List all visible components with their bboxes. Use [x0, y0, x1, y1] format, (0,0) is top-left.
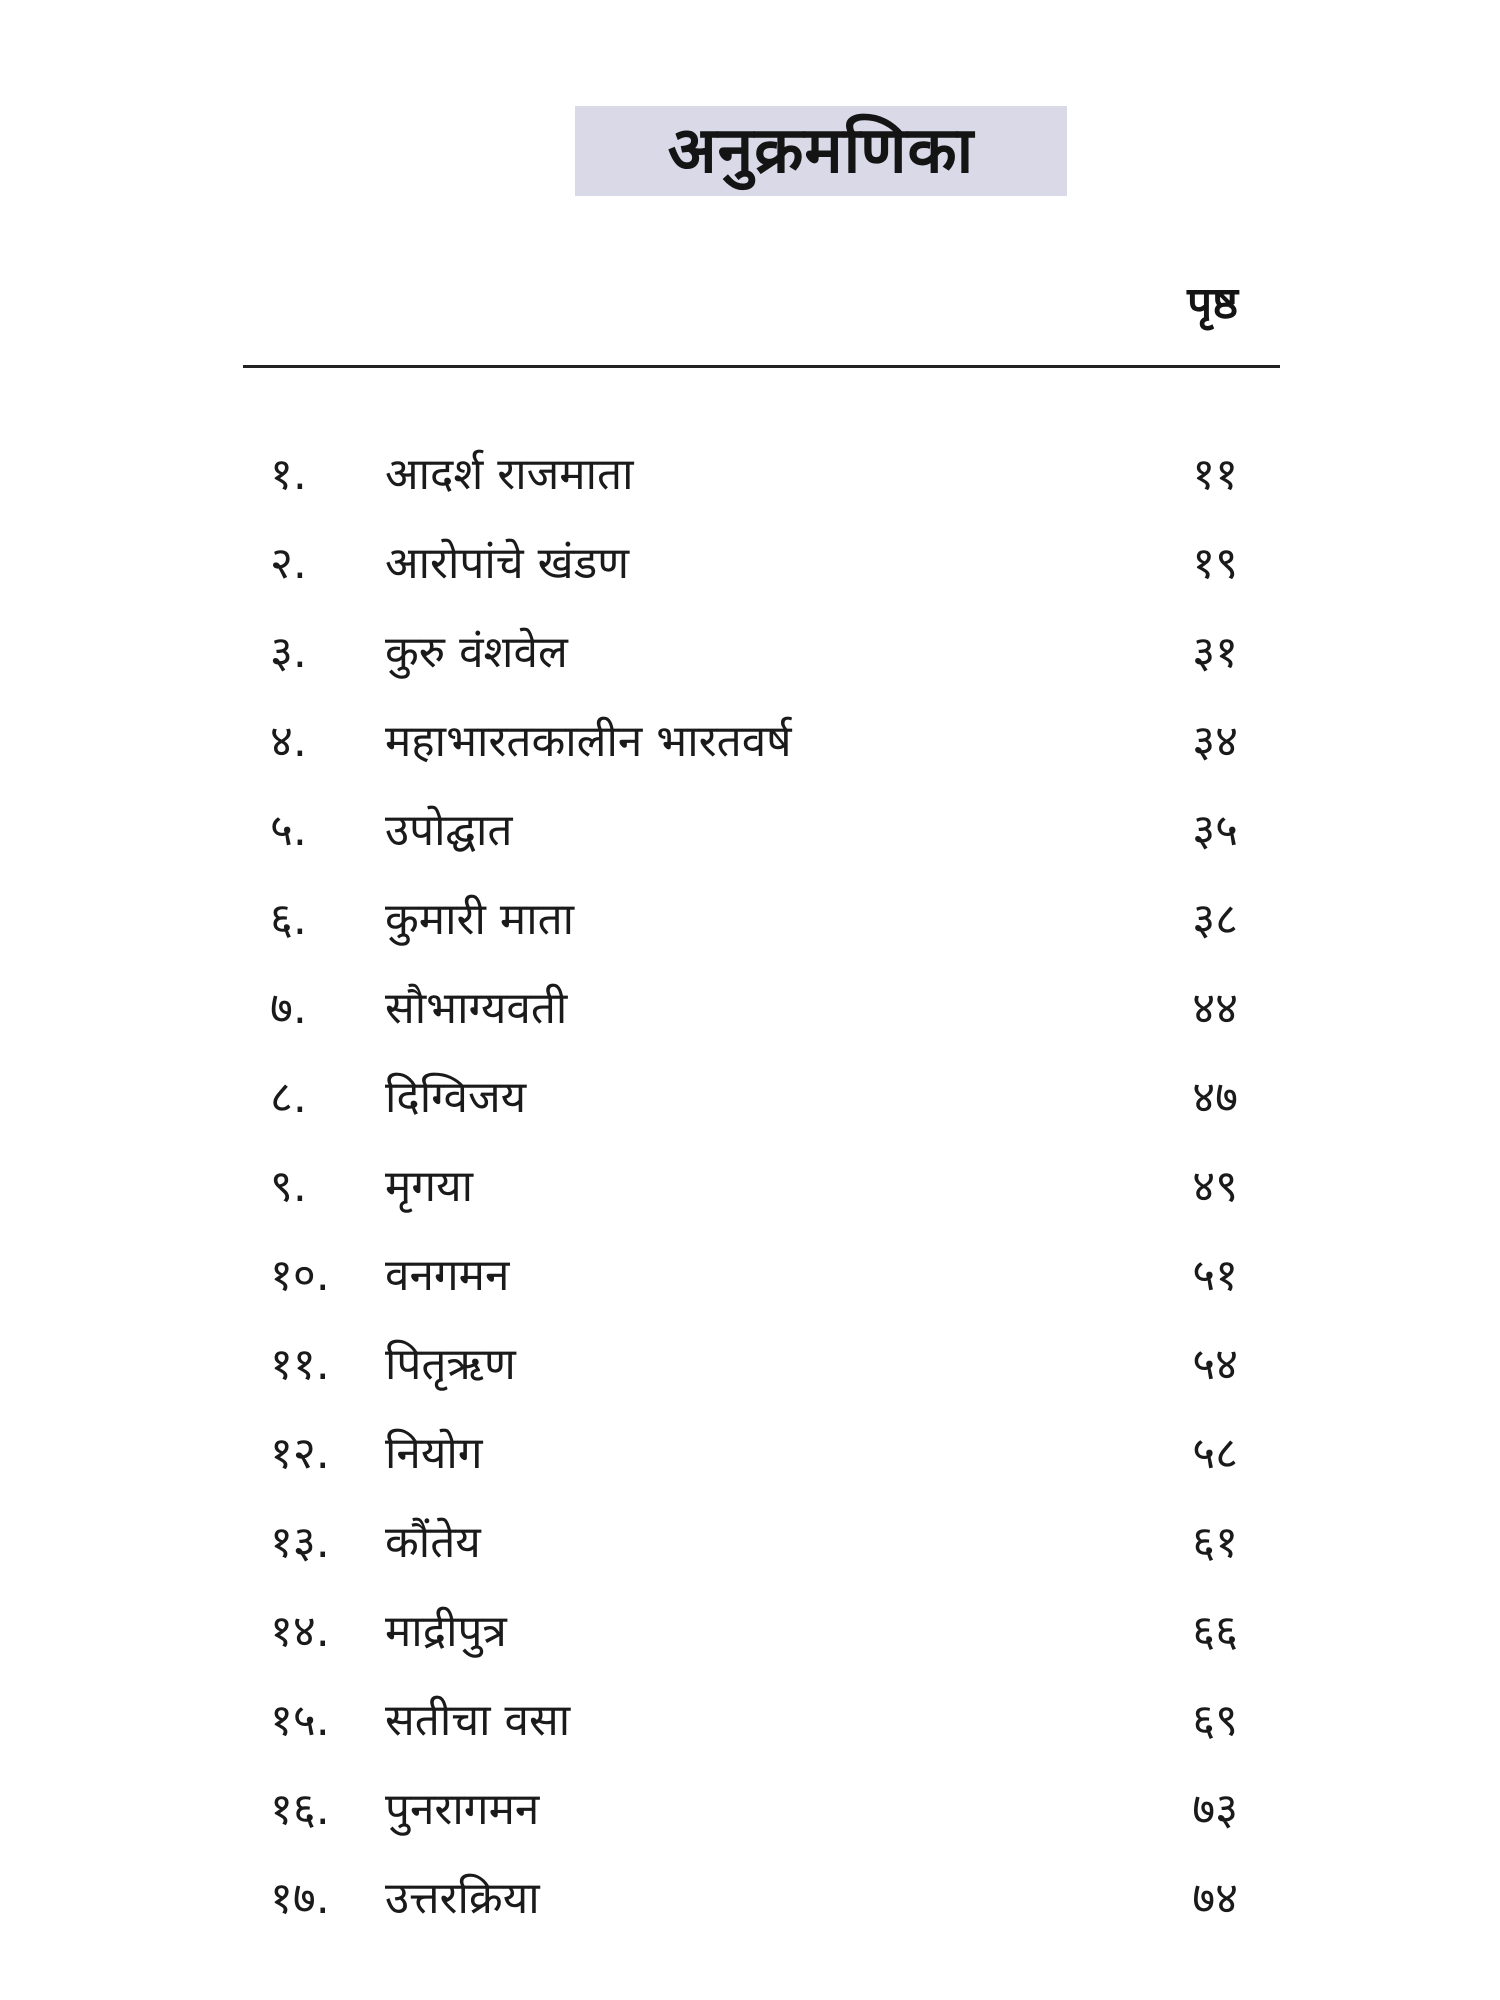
toc-entry-number: ७. — [270, 983, 307, 1034]
toc-entry — [0, 440, 1500, 529]
toc-entry-number: ९. — [270, 1161, 307, 1212]
toc-entry — [0, 1864, 1500, 1953]
toc-entry — [0, 1775, 1500, 1864]
title-banner — [575, 106, 1067, 196]
toc-entry-page: ७३ — [1192, 1784, 1238, 1835]
toc-entry-page: ७४ — [1192, 1873, 1238, 1924]
toc-entry — [0, 1686, 1500, 1775]
toc-entry-page: ४७ — [1192, 1072, 1238, 1123]
toc-entry-number: १५. — [270, 1695, 330, 1746]
toc-entry — [0, 529, 1500, 618]
toc-entry-number: ६. — [270, 894, 307, 945]
toc-entry-page: ३५ — [1192, 805, 1238, 856]
toc-entry-title: आरोपांचे खंडण — [385, 538, 630, 589]
toc-entry-title: उत्तरक्रिया — [385, 1873, 540, 1924]
toc-entry-page: ६१ — [1192, 1517, 1238, 1568]
toc-entry-title: पुनरागमन — [385, 1784, 540, 1835]
toc-entry — [0, 974, 1500, 1063]
toc-entry-number: ५. — [270, 805, 307, 856]
toc-entry-page: ३४ — [1192, 716, 1238, 767]
toc-entry-title: वनगमन — [385, 1250, 510, 1301]
toc-entry-title: आदर्श राजमाता — [385, 449, 634, 500]
toc-entry — [0, 1152, 1500, 1241]
toc-entry-page: ३१ — [1192, 627, 1238, 678]
toc-entry-number: ११. — [270, 1339, 330, 1390]
toc-entry-title: माद्रीपुत्र — [385, 1606, 507, 1657]
toc-entry-title: महाभारतकालीन भारतवर्ष — [385, 716, 792, 767]
toc-entry-title: पितृऋण — [385, 1339, 516, 1390]
toc-entry — [0, 885, 1500, 974]
toc-entry-title: सौभाग्यवती — [385, 983, 568, 1034]
toc-entry-title: दिग्विजय — [385, 1072, 527, 1123]
toc-entry — [0, 1597, 1500, 1686]
toc-entry-number: १६. — [270, 1784, 330, 1835]
toc-entry-title: कुमारी माता — [385, 894, 575, 945]
toc-entry-page: ६९ — [1192, 1695, 1238, 1746]
toc-entry — [0, 1241, 1500, 1330]
header-divider — [243, 365, 1280, 368]
toc-entry — [0, 1508, 1500, 1597]
toc-entry — [0, 796, 1500, 885]
toc-entry-page: ४४ — [1192, 983, 1238, 1034]
toc-entry-number: १. — [270, 449, 307, 500]
toc-entry-number: ४. — [270, 716, 307, 767]
toc-entry-number: ८. — [270, 1072, 307, 1123]
toc-entry-page: ५४ — [1192, 1339, 1238, 1390]
toc-entry — [0, 1419, 1500, 1508]
toc-entry-page: ११ — [1192, 449, 1238, 500]
toc-list — [0, 440, 1500, 1953]
toc-entry-page: ४९ — [1192, 1161, 1238, 1212]
toc-entry-number: १२. — [270, 1428, 330, 1479]
toc-entry-number: २. — [270, 538, 307, 589]
toc-entry-number: १३. — [270, 1517, 330, 1568]
toc-entry-title: कुरु वंशवेल — [385, 627, 568, 678]
toc-entry-title: नियोग — [385, 1428, 483, 1479]
page-column-heading: पृष्ठ — [1187, 278, 1238, 329]
toc-entry-page: ५८ — [1192, 1428, 1238, 1479]
toc-entry-title: उपोद्घात — [385, 805, 513, 856]
toc-entry-page: ३८ — [1192, 894, 1238, 945]
toc-entry-number: १४. — [270, 1606, 330, 1657]
toc-entry-page: ६६ — [1192, 1606, 1238, 1657]
toc-entry-number: ३. — [270, 627, 307, 678]
toc-entry-title: कौंतेय — [385, 1517, 481, 1568]
toc-entry — [0, 1330, 1500, 1419]
toc-entry-page: ५१ — [1192, 1250, 1238, 1301]
toc-entry-page: १९ — [1192, 538, 1238, 589]
toc-entry-number: १०. — [270, 1250, 330, 1301]
toc-entry — [0, 618, 1500, 707]
page-title: अनुक्रमणिका — [667, 114, 975, 188]
toc-entry-title: सतीचा वसा — [385, 1695, 571, 1746]
toc-entry — [0, 1063, 1500, 1152]
toc-entry-number: १७. — [270, 1873, 330, 1924]
toc-entry — [0, 707, 1500, 796]
toc-entry-title: मृगया — [385, 1161, 473, 1212]
